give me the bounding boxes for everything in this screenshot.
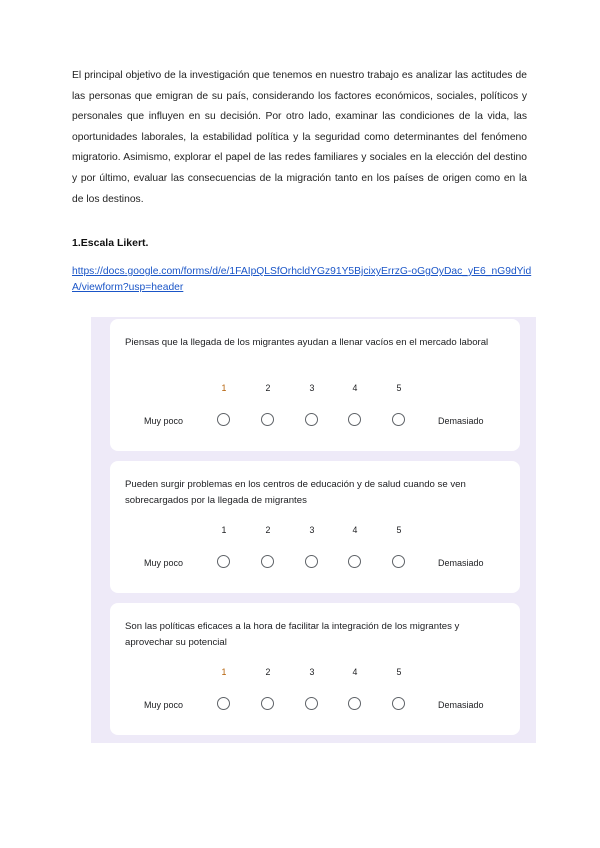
intro-paragraph: El principal objetivo de la investigación que tenemos en nuestro trabajo es analizar las actitudes de las personas que emigran de su país, considerando los factores económicos, sociales, políticos y personales que influyen en su decisión. Por otro lado, examinar las condiciones de la vida, las oportunidades laborales, la estabilidad política y la seguridad como determinantes del fenómeno migratorio. Asimismo, explorar el papel de las redes familiares y sociales en la elección del destino y por último, evaluar las consecuencias de la migración tanto en los países de origen como en la de los destinos. bbox=[72, 70, 527, 205]
scale-number: 4 bbox=[352, 525, 358, 535]
question-text: Piensas que la llegada de los migrantes ayudan a llenar vacíos en el mercado laboral bbox=[125, 337, 489, 348]
radio-option[interactable] bbox=[261, 555, 274, 568]
question-card bbox=[110, 461, 520, 593]
scale-high-label: Demasiado bbox=[438, 416, 484, 426]
scale-number: 1 bbox=[221, 383, 227, 393]
question-card bbox=[110, 319, 520, 451]
form-link[interactable]: https://docs.google.com/forms/d/e/1FAIpQLSfOrhcldYGz91Y5BjcixyErrzG-oGgOyDac_yE6_nG9dYidA/viewform?usp=header bbox=[72, 266, 532, 293]
section-heading: 1.Escala Likert. bbox=[72, 237, 149, 249]
radio-option[interactable] bbox=[217, 413, 230, 426]
scale-number: 3 bbox=[309, 383, 315, 393]
scale-high-label: Demasiado bbox=[438, 700, 484, 710]
radio-option[interactable] bbox=[305, 697, 318, 710]
scale-number: 3 bbox=[309, 667, 315, 677]
radio-option[interactable] bbox=[305, 555, 318, 568]
scale-number: 2 bbox=[265, 525, 271, 535]
scale-high-label: Demasiado bbox=[438, 558, 484, 568]
radio-option[interactable] bbox=[348, 555, 361, 568]
radio-option[interactable] bbox=[217, 555, 230, 568]
scale-number: 4 bbox=[352, 667, 358, 677]
radio-option[interactable] bbox=[348, 697, 361, 710]
scale-number: 3 bbox=[309, 525, 315, 535]
scale-number: 5 bbox=[396, 525, 402, 535]
radio-option[interactable] bbox=[305, 413, 318, 426]
scale-low-label: Muy poco bbox=[144, 558, 184, 568]
scale-number: 4 bbox=[352, 383, 358, 393]
scale-number: 5 bbox=[396, 383, 402, 393]
radio-option[interactable] bbox=[392, 555, 405, 568]
scale-number: 2 bbox=[265, 383, 271, 393]
question-text: Pueden surgir problemas en los centros de educación y de salud cuando se ven sobrecargados por la llegada de migrantes bbox=[125, 479, 466, 506]
scale-number: 1 bbox=[221, 525, 227, 535]
radio-option[interactable] bbox=[392, 697, 405, 710]
scale-low-label: Muy poco bbox=[144, 700, 184, 710]
radio-option[interactable] bbox=[217, 697, 230, 710]
radio-option[interactable] bbox=[348, 413, 361, 426]
scale-number: 5 bbox=[396, 667, 402, 677]
radio-option[interactable] bbox=[261, 697, 274, 710]
scale-low-label: Muy poco bbox=[144, 416, 184, 426]
scale-number: 1 bbox=[221, 667, 227, 677]
radio-option[interactable] bbox=[261, 413, 274, 426]
scale-number: 2 bbox=[265, 667, 271, 677]
question-text: Son las políticas eficaces a la hora de facilitar la integración de los migrantes y aprovechar su potencial bbox=[125, 621, 460, 648]
question-card bbox=[110, 603, 520, 735]
radio-option[interactable] bbox=[392, 413, 405, 426]
